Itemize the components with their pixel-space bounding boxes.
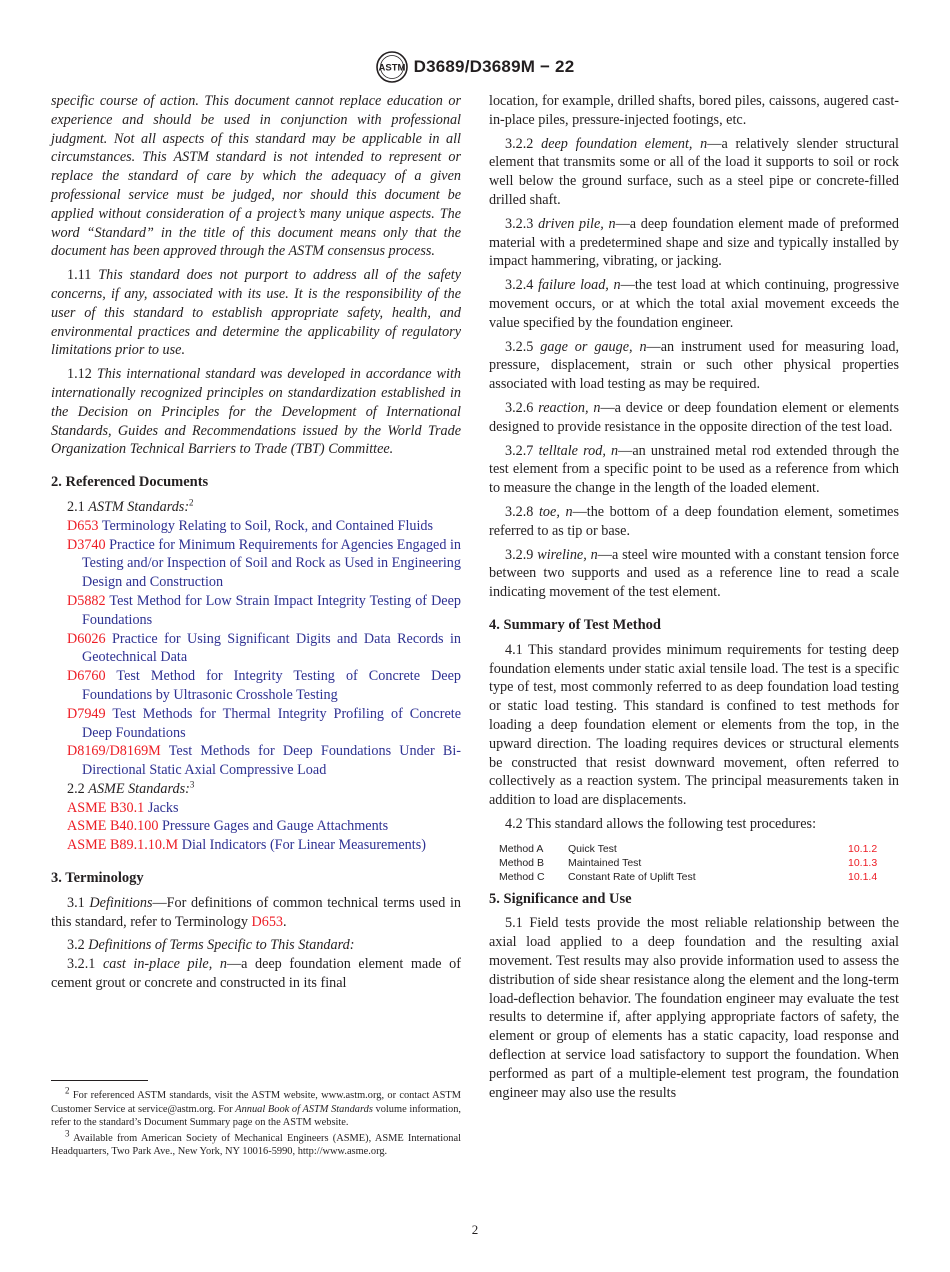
definition-3-2-3 [489, 215, 899, 271]
reference-code-link[interactable]: D3740 [67, 536, 106, 553]
reference-code-link[interactable]: D7949 [67, 705, 106, 722]
method-description: Constant Rate of Uplift Test [568, 870, 696, 883]
definition-3-2-6 [489, 399, 899, 437]
footnote-divider [51, 1080, 148, 1081]
footnote-2 [51, 1085, 461, 1130]
method-section-link[interactable]: 10.1.3 [848, 856, 878, 869]
definition-text: —an instrument used for measuring load, pressure, displacement, strain or such other physical properties associated with load testing as may be required. [489, 338, 899, 393]
reference-title-link[interactable]: Pressure Gages and Gauge Attachments [162, 818, 389, 835]
footnotes [51, 1085, 461, 1161]
definition-text: —the bottom of a deep foundation element, sometimes referred to as tip or base. [489, 503, 899, 539]
section-number: 1.12 [67, 366, 92, 383]
definition-continued: location, for example, drilled shafts, bored piles, caissons, augered cast-in-place piles, pressure-injected footings, etc. [489, 93, 899, 128]
section-text: —For definitions of common technical terms used in this standard, refer to Terminology [51, 894, 462, 930]
section-text: This international standard was developed in accordance with internationally recognized principles on standardization established in the Decision on Principles for the Development of International Standards, Guides and Recommendations issued by the World Trade Organization Technical Barriers to Trade (TBT) Committee. [51, 366, 461, 458]
reference-code-link[interactable]: D6026 [67, 630, 106, 647]
astm-reference-list [51, 517, 461, 780]
reference-title-link[interactable]: Test Methods for Deep Foundations Under Bi-Directional Static Axial Compressive Load [82, 743, 461, 779]
label-text: Definitions [89, 894, 153, 911]
reference-item [67, 517, 461, 536]
section-number: 3.2.9 [505, 546, 534, 563]
section-3-2 [51, 936, 461, 955]
reference-title-link[interactable]: Jacks [147, 799, 179, 816]
reference-code-link[interactable]: ASME B40.100 [67, 818, 159, 835]
standard-designation: D3689/D3689M − 22 [413, 57, 575, 76]
label-text: ASME Standards: [88, 780, 190, 797]
reference-code-link[interactable]: ASME B89.1.10.M [67, 837, 179, 854]
footnote-marker: 2 [65, 1085, 70, 1096]
section-4-2: 4.2 This standard allows the following test procedures: [505, 815, 817, 832]
footnote-italic-text: Annual Book of ASTM Standards [235, 1103, 373, 1115]
page-header [0, 50, 950, 84]
term: telltale rod, n [538, 442, 619, 459]
definition-3-2-8 [489, 503, 899, 541]
section-number: 3.2.4 [505, 277, 534, 294]
referenced-documents-heading: 2. Referenced Documents [51, 474, 209, 491]
reference-code-link[interactable]: D6760 [67, 668, 106, 685]
section-number: 2.1 [67, 498, 85, 515]
page-number: 2 [471, 1222, 479, 1237]
punctuation: . [283, 913, 287, 930]
definition-text: —an unstrained metal rod extended through the test element from a specific point to be used as a reference from which to measure the change in the length of the loaded element. [489, 442, 899, 497]
reference-title-link[interactable]: Test Methods for Thermal Integrity Profiling of Concrete Deep Foundations [82, 705, 461, 741]
section-number: 3.2.1 [67, 956, 96, 973]
reference-item [67, 705, 461, 743]
section-4-1: 4.1 This standard provides minimum requirements for testing deep foundation elements under static axial tensile load. The test is a specific type of test, most commonly referred to as deep foundation load testing or static load testing. This standard is confined to test methods for loading a deep foundation element or elements from the top, in the upward direction. The loading requires devices or structural elements be constructed that resist downward movement, often referred to collectively as a reaction system. The principal measurements taken in addition to load are displacements. [489, 641, 899, 809]
reference-item [67, 836, 461, 855]
astm-logo-icon [376, 51, 408, 83]
definition-3-2-9 [489, 546, 899, 602]
svg-text:ASTM: ASTM [378, 62, 406, 74]
astm-standards-label [67, 498, 461, 517]
section-number: 3.2.6 [505, 399, 534, 416]
term: gage or gauge, n [540, 338, 647, 355]
reference-title-link[interactable]: Practice for Minimum Requirements for Agencies Engaged in Testing and/or Inspection of Soil and Rock as Used in Engineering Design and Construction [82, 536, 462, 591]
term: wireline, n [537, 546, 598, 563]
footnote-marker: 2 [189, 497, 194, 508]
reference-item [67, 799, 461, 818]
term: cast in-place pile, n [102, 956, 227, 973]
section-number: 3.2.3 [505, 215, 534, 232]
reference-code-link[interactable]: D8169/D8169M [67, 743, 161, 760]
table-row [499, 870, 899, 884]
term: toe, n [538, 503, 573, 520]
reference-item [67, 536, 461, 592]
definition-3-2-5 [489, 338, 899, 394]
section-1-11 [51, 266, 461, 360]
table-row [499, 842, 899, 856]
right-column [489, 92, 899, 1107]
table-row [499, 856, 899, 870]
section-number: 1.11 [67, 267, 92, 284]
significance-and-use-heading: 5. Significance and Use [489, 890, 632, 907]
definition-text: —the test load at which continuing, progressive movement occurs, or at which the total axial movement exceeds the value specified by the foundation engineer. [489, 277, 900, 331]
section-number: 3.2.5 [505, 338, 534, 355]
section-text: This standard does not purport to address all of the safety concerns, if any, associated with its use. It is the responsibility of the user of this standard to establish appropriate safety, health, and environmental practices and determine the applicability of regulatory limitations prior to use. [51, 267, 461, 359]
method-name: Method C [499, 870, 545, 883]
footnote-marker: 3 [65, 1128, 70, 1139]
reference-title-link[interactable]: Terminology Relating to Soil, Rock, and Contained Fluids [101, 517, 434, 534]
reference-item [67, 592, 461, 630]
method-name: Method B [499, 856, 544, 869]
reference-item [67, 630, 461, 668]
footnote-text: Available from American Society of Mechanical Engineers (ASME), ASME International Headquarters, Two Park Ave., New York, NY 10016-5990, http://www.asme.org. [51, 1132, 461, 1158]
asme-reference-list [51, 799, 461, 855]
term: reaction, n [538, 399, 601, 416]
definition-text: —a device or deep foundation element or elements designed to provide resistance in the opposite direction of the test load. [489, 399, 899, 435]
method-description: Quick Test [568, 842, 617, 855]
term: deep foundation element, n [541, 135, 708, 152]
definition-3-2-4 [489, 276, 899, 332]
footnote-text: volume information, refer to the standard’s Document Summary page on the ASTM website. [51, 1103, 461, 1129]
scope-continued-paragraph: specific course of action. This document cannot replace education or experience and should be used in conjunction with professional judgment. Not all aspects of this standard may be applicable in all circumstances. This ASTM standard is not intended to represent or replace the standard of care by which the adequacy of a given professional service must be judged, nor should this document be applied without consideration of a project’s many unique aspects. The word “Standard” in the title of this document means only that the document has been approved through the ASTM consensus process. [51, 93, 461, 260]
reference-item [67, 742, 461, 780]
summary-of-test-method-heading: 4. Summary of Test Method [489, 616, 661, 633]
footnote-text: For referenced ASTM standards, visit the ASTM website, www.astm.org, or contact ASTM Customer Service at service@astm.org. For [51, 1090, 461, 1115]
section-3-1 [51, 894, 461, 932]
section-number: 3.2.7 [505, 442, 534, 459]
reference-code-link[interactable]: D653 [67, 517, 99, 534]
reference-code-link[interactable]: ASME B30.1 [67, 799, 145, 816]
definition-text: —a deep foundation element made of cement grout or concrete and constructed in its final [51, 956, 461, 992]
left-column [51, 92, 461, 998]
method-name: Method A [499, 842, 544, 855]
method-description: Maintained Test [568, 856, 642, 869]
method-section-link[interactable]: 10.1.4 [848, 870, 878, 883]
definition-text: —a steel wire mounted with a constant tension force between two supports and used as a reference line to read a scale indicating movement of the test element. [489, 546, 899, 601]
definition-text: —a deep foundation element made of preformed material with a predetermined shape and size and typically installed by impact hammering, vibrating, or jacking. [489, 215, 899, 270]
definition-3-2-7 [489, 442, 899, 498]
section-5-1: 5.1 Field tests provide the most reliable relationship between the axial load applied to a deep foundation and the resulting axial movement. Test results may also provide information used to assess the distribution of side shear resistance along the element and the long-term load-deflection behavior. The foundation engineer may evaluate the test results to determine if, after applying appropriate factors of safety, the element or group of elements has a static capacity, load response and deflection at service load satisfactory to support the foundation. When performed as part of a multiple-element test program, the foundation engineer may also use the results [489, 915, 899, 1101]
reference-item [67, 817, 461, 836]
test-methods-table [499, 842, 899, 884]
definition-text: —a relatively slender structural element that transmits some or all of the load it supports to soil or rock well below the ground surface, such as a steel pipe or concrete-filled drilled shaft. [489, 135, 899, 208]
footnote-marker: 3 [189, 779, 195, 790]
terminology-heading: 3. Terminology [51, 870, 144, 887]
reference-title-link[interactable]: Test Method for Integrity Testing of Concrete Deep Foundations by Ultrasonic Crosshole Testing [82, 668, 461, 703]
section-3-2-1 [51, 955, 461, 993]
method-section-link[interactable]: 10.1.2 [848, 842, 878, 855]
reference-title-link[interactable]: Practice for Using Significant Digits and Data Records in Geotechnical Data [82, 630, 461, 666]
term: driven pile, n [538, 215, 616, 232]
section-number: 3.2 [67, 937, 85, 954]
section-number: 2.2 [67, 780, 85, 797]
section-1-12 [51, 365, 461, 459]
section-number: 3.1 [67, 894, 85, 911]
definition-3-2-2 [489, 135, 899, 210]
label-text: Definitions of Terms Specific to This Standard: [88, 937, 355, 954]
label-text: ASTM Standards: [88, 498, 190, 515]
reference-title-link[interactable]: Test Method for Low Strain Impact Integrity Testing of Deep Foundations [82, 592, 461, 628]
asme-standards-label [67, 780, 461, 799]
section-number: 3.2.8 [505, 503, 534, 520]
reference-code-link[interactable]: D5882 [67, 592, 106, 609]
reference-title-link[interactable]: Dial Indicators (For Linear Measurements) [181, 837, 426, 854]
reference-item [67, 667, 461, 705]
footnote-3 [51, 1128, 461, 1159]
section-number: 3.2.2 [505, 135, 534, 152]
term: failure load, n [538, 277, 621, 294]
terminology-link[interactable]: D653 [251, 913, 284, 930]
